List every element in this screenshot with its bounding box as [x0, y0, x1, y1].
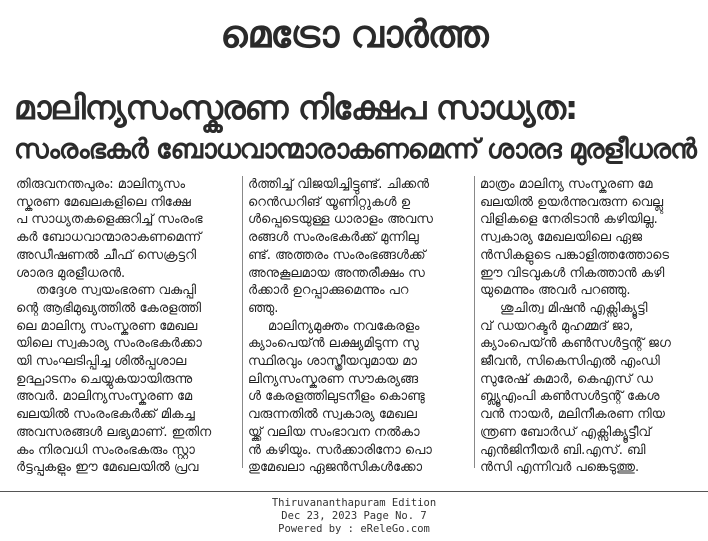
- text-line: കം നിരവധി സംരംഭകരും സ്റ്റാ: [16, 442, 195, 458]
- text-line: ഉദ്ഘാടനം ചെയ്യുകയായിരുന്നു: [16, 371, 193, 387]
- text-line: ർത്തിച്ച് വിജയിച്ചിട്ടുണ്ട്. ചിക്കൻ: [248, 177, 430, 192]
- article-body: [0, 176, 708, 476]
- footer-edition: Thiruvananthapuram Edition: [271, 497, 437, 509]
- text-line: ർട്ടപ്പുകളും ഈ മേഖലയിൽ പ്രവ: [16, 460, 199, 476]
- article-column-2: [248, 176, 470, 476]
- text-line: ശാരദ മുരളീധരൻ.: [16, 265, 126, 281]
- text-line: സ്കരണ മേഖലകളിലെ നിക്ഷേ: [16, 194, 191, 210]
- text-line: യി സംഘടിപ്പിച്ച ശിൽപ്പശാല: [16, 354, 187, 370]
- text-line: അഡീഷണൽ ചീഫ് സെക്രട്ടറി: [16, 247, 197, 263]
- text-line: ൻ കഴിയും. സർക്കാരിനോ പൊ: [248, 442, 432, 458]
- text-line: വ് ഡയറക്ടർ മുഹമ്മദ് ജാ,: [480, 318, 634, 334]
- text-line: ഞ്ഞു.: [248, 300, 279, 316]
- text-line: റെൻഡറിങ് യൂണിറ്റുകൾ ഉ: [248, 194, 411, 210]
- text-line: ബ്ല്യൂഎംപി കൺസൾട്ടന്റ് കേശ: [480, 389, 660, 405]
- text-line: ലിന്യസംസ്കരണ സൗകര്യങ്ങ: [248, 371, 419, 387]
- article-column-3: [480, 176, 702, 476]
- text-line: ലെ മാലിന്യ സംസ്കരണ മേഖല: [16, 318, 198, 334]
- footer-date-page: Dec 23, 2023 Page No. 7: [281, 510, 427, 522]
- text-line: സ്ഥിരവും ശാസ്ത്രീയവുമായ മാ: [248, 354, 417, 370]
- text-line: യുമെന്നും അവർ പറഞ്ഞു.: [480, 283, 631, 299]
- text-line: ക്യാംപെയ്ൻ കൺസൾട്ടന്റ് ജഗ: [480, 336, 671, 352]
- article-column-1: [16, 176, 238, 476]
- footer-powered-by: Powered by : eReleGo.com: [278, 523, 430, 535]
- text-line: ൾപ്പെടെയുള്ള ധാരാളം അവസ: [248, 212, 433, 228]
- text-line: തുമേഖലാ ഏജൻസികൾക്കോ: [248, 460, 423, 476]
- text-line: വൻ നായർ, മലിനീകരണ നിയ: [480, 407, 665, 423]
- text-line: ന്റെ ആഭിമുഖ്യത്തിൽ കേരളത്തി: [16, 300, 202, 316]
- text-line: അവസരങ്ങൾ ലഭ്യമാണ്. ഇതിന: [16, 424, 212, 440]
- text-line: പ സാധ്യതകളെക്കുറിച്ച് സംരംഭ: [16, 212, 203, 228]
- masthead-title: മെട്രോ വാർത്ത: [220, 12, 488, 56]
- text-line: തിരുവനന്തപുരം: മാലിന്യസം: [16, 177, 186, 192]
- text-line: ക്യാംപെയ്ൻ ലക്ഷ്യമിടുന്ന സു: [248, 336, 419, 352]
- text-line: ർക്കാർ ഉറപ്പാക്കുമെന്നും പറ: [248, 283, 409, 299]
- text-line: ഖലയിൽ ഉയർന്നുവരുന്ന വെല്ലു: [480, 194, 664, 210]
- text-line: രങ്ങൾ സംരംഭകർക്ക് മുന്നിലു: [248, 230, 419, 246]
- headline-line-1: മാലിന്യസംസ്കരണ നിക്ഷേപ സാധ്യത:: [14, 88, 578, 127]
- column-divider: [474, 176, 475, 468]
- text-line: ജീവൻ, സികെസിഎൽ എംഡി: [480, 354, 660, 370]
- text-line: അവർ. മാലിന്യസംസ്കരണ മേ: [16, 389, 193, 405]
- text-line: കർ ബോധവാന്മാരാകണമെന്ന്: [16, 230, 202, 246]
- text-line: യിലെ സ്വകാര്യ സംരംഭകർക്കാ: [16, 336, 202, 352]
- text-line: മാത്രം മാലിന്യ സംസ്കരണ മേ: [480, 177, 653, 192]
- text-line: വിളികളെ നേരിടാൻ കഴിയില്ല.: [480, 212, 658, 228]
- text-line: വരുന്നതിൽ സ്വകാര്യ മേഖല: [248, 407, 417, 423]
- text-line: തദ്ദേശ സ്വയംഭരണ വകുപ്പി: [36, 283, 197, 299]
- text-line: ൻസികളുടെ പങ്കാളിത്തത്തോടെ: [480, 247, 670, 263]
- text-line: ണ്ട്. അത്തരം സംരംഭങ്ങൾക്ക്: [248, 247, 426, 263]
- text-line: യ്ക്ക് വലിയ സംഭാവന നൽകാ: [248, 424, 420, 440]
- text-line: ഈ വിടവുകൾ നികത്താൻ കഴി: [480, 265, 665, 281]
- text-line: സുരേഷ് കുമാർ, കെഎസ് ഡ: [480, 371, 653, 387]
- text-line: അനുകൂലമായ അന്തരീക്ഷം സ: [248, 265, 425, 281]
- text-line: സ്വകാര്യ മേഖലയിലെ ഏജ: [480, 230, 643, 246]
- headline-line-2: സംരംഭകർ ബോധവാന്മാരാകണമെന്ന് ശാരദ മുരളീധരൻ: [14, 134, 696, 165]
- text-line: ശുചിത്വ മിഷൻ എക്സിക്യൂട്ടി: [500, 300, 648, 316]
- text-line: എൻജിനീയർ ബി.എസ്. ബി: [480, 442, 646, 458]
- footer-divider: [0, 491, 708, 492]
- text-line: ൻസി എന്നിവർ പങ്കെടുത്തു.: [480, 460, 640, 476]
- text-line: ഖലയിൽ സംരംഭകർക്ക് മികച്ച: [16, 407, 195, 423]
- column-divider: [242, 176, 243, 468]
- text-line: ൾ കേരളത്തിലുടനീളം കൊണ്ടു: [248, 389, 425, 405]
- text-line: ന്ത്രണ ബോർഡ് എക്സിക്യൂട്ടീവ്: [480, 424, 651, 440]
- text-line: മാലിന്യമുക്തം നവകേരളം: [268, 318, 420, 334]
